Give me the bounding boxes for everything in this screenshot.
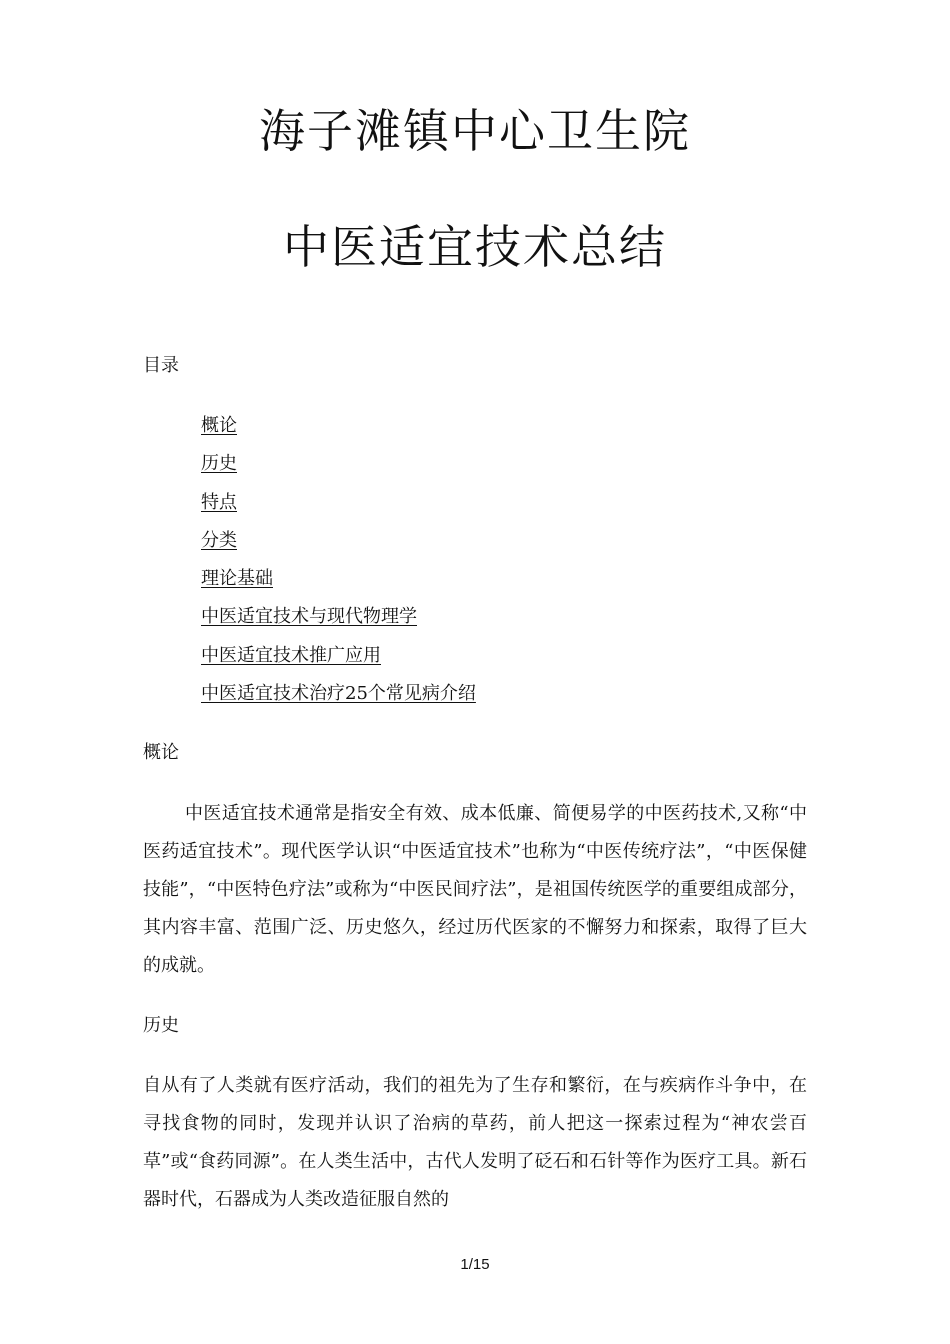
page-number: 1/15 <box>460 1256 490 1273</box>
toc-heading: 目录 <box>143 355 179 376</box>
table-of-contents <box>201 414 476 720</box>
toc-link-history[interactable]: 历史 <box>201 453 237 475</box>
toc-item <box>201 452 476 490</box>
toc-link-25-diseases[interactable]: 中医适宜技术治疗25个常见病介绍 <box>201 683 476 705</box>
section-heading-history: 历史 <box>143 1015 179 1036</box>
toc-link-promotion[interactable]: 中医适宜技术推广应用 <box>201 644 381 666</box>
toc-item <box>201 644 476 682</box>
toc-item <box>201 567 476 605</box>
history-paragraph: 自从有了人类就有医疗活动，我们的祖先为了生存和繁衍，在与疾病作斗争中，在寻找食物的同时，发现并认识了治病的草药，前人把这一探索过程为“神农尝百草”或“食药同源”。在人类生活中，古代人发明了砭石和石针等作为医疗工具。新石器时代，石器成为人类改造征服自然的 <box>143 1075 807 1210</box>
overview-paragraph: 中医适宜技术通常是指安全有效、成本低廉、简便易学的中医药技术,又称“中医药适宜技术”。现代医学认识“中医适宜技术”也称为“中医传统疗法”，“中医保健技能”，“中医特色疗法”或称为“中医民间疗法”，是祖国传统医学的重要组成部分，其内容丰富、范围广泛、历史悠久，经过历代医家的不懈努力和探索，取得了巨大的成就。 <box>143 803 807 976</box>
toc-item <box>201 605 476 643</box>
toc-item <box>201 414 476 452</box>
document-title-line-1: 海子滩镇中心卫生院 <box>259 104 691 158</box>
toc-link-theory[interactable]: 理论基础 <box>201 568 273 590</box>
toc-item <box>201 682 476 720</box>
toc-link-classification[interactable]: 分类 <box>201 529 237 551</box>
toc-item <box>201 529 476 567</box>
toc-item <box>201 491 476 529</box>
section-heading-overview: 概论 <box>143 742 179 763</box>
toc-link-features[interactable]: 特点 <box>201 491 237 513</box>
toc-link-overview[interactable]: 概论 <box>201 415 237 436</box>
document-title-line-2: 中医适宜技术总结 <box>283 220 667 274</box>
toc-link-physics[interactable]: 中医适宜技术与现代物理学 <box>201 606 417 628</box>
